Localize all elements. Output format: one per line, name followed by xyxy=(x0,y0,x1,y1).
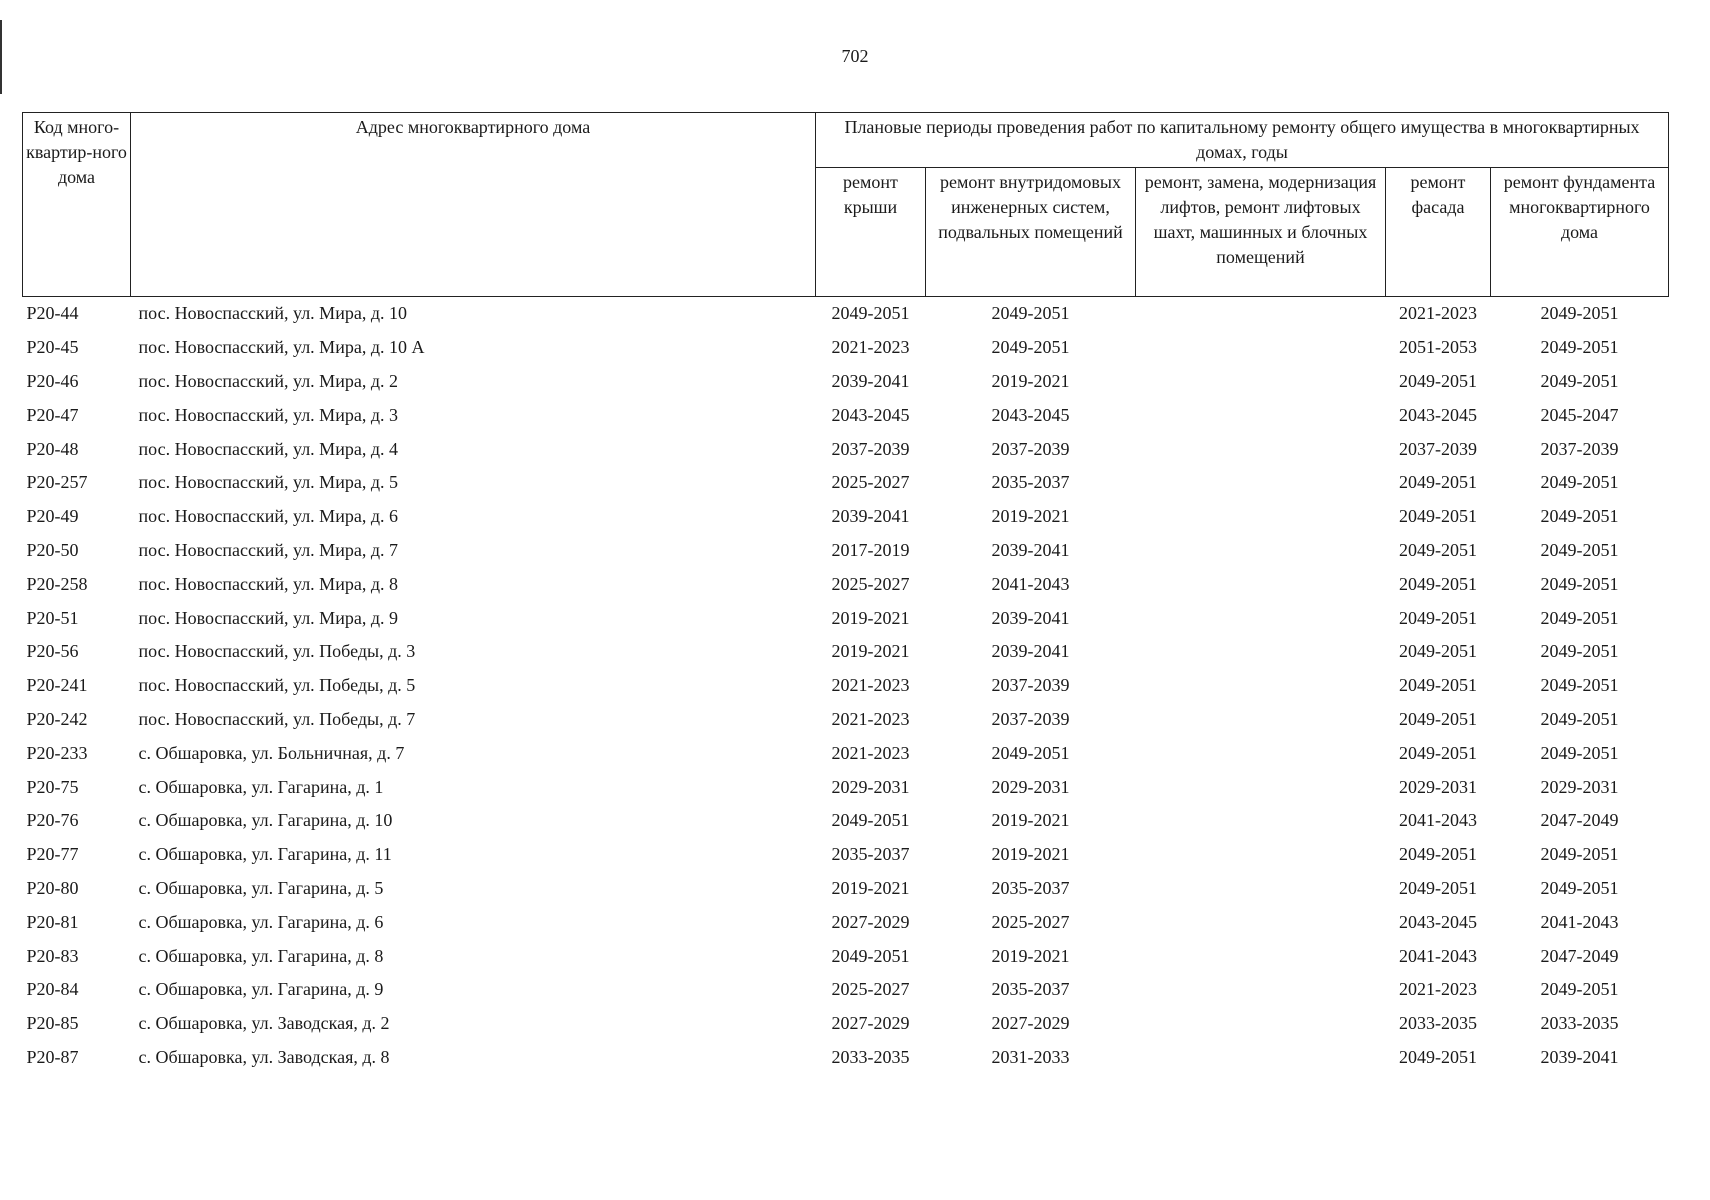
cell-lifts xyxy=(1136,601,1386,635)
cell-lifts xyxy=(1136,331,1386,365)
capital-repair-schedule-table xyxy=(22,112,1669,1074)
cell-roof: 2037-2039 xyxy=(831,438,910,459)
cell-lifts xyxy=(1136,466,1386,500)
table-row xyxy=(23,736,1669,770)
cell-code: Р20-257 xyxy=(26,472,88,493)
cell-foundation: 2039-2041 xyxy=(1540,1046,1619,1067)
cell-lifts xyxy=(1136,770,1386,804)
cell-facade: 2049-2051 xyxy=(1399,641,1477,662)
header-foundation: ремонт фундамента многоквартирного дома xyxy=(1491,168,1669,297)
cell-foundation: 2049-2051 xyxy=(1540,641,1619,662)
cell-systems: 2035-2037 xyxy=(991,472,1070,493)
cell-lifts xyxy=(1136,500,1386,534)
cell-roof: 2049-2051 xyxy=(831,810,910,831)
cell-facade: 2051-2053 xyxy=(1399,337,1477,358)
cell-code: Р20-85 xyxy=(26,1013,79,1034)
table-row xyxy=(23,601,1669,635)
cell-roof: 2029-2031 xyxy=(831,776,910,797)
cell-address: с. Обшаровка, ул. Гагарина, д. 11 xyxy=(138,844,392,865)
cell-roof: 2049-2051 xyxy=(831,945,910,966)
cell-lifts xyxy=(1136,1041,1386,1075)
cell-facade: 2049-2051 xyxy=(1399,844,1477,865)
header-address: Адрес многоквартирного дома xyxy=(131,113,816,297)
table-row xyxy=(23,297,1669,331)
cell-lifts xyxy=(1136,398,1386,432)
table-header xyxy=(23,113,1669,297)
cell-code: Р20-48 xyxy=(26,438,79,459)
cell-systems: 2041-2043 xyxy=(991,573,1070,594)
table-row xyxy=(23,534,1669,568)
cell-code: Р20-87 xyxy=(26,1046,79,1067)
cell-foundation: 2029-2031 xyxy=(1540,776,1619,797)
cell-systems: 2049-2051 xyxy=(991,303,1070,324)
cell-code: Р20-49 xyxy=(26,506,79,527)
table-row xyxy=(23,973,1669,1007)
table-row xyxy=(23,905,1669,939)
cell-systems: 2049-2051 xyxy=(991,337,1070,358)
cell-roof: 2039-2041 xyxy=(831,506,910,527)
table-row xyxy=(23,703,1669,737)
cell-foundation: 2041-2043 xyxy=(1540,911,1619,932)
cell-code: Р20-80 xyxy=(26,877,79,898)
cell-systems: 2019-2021 xyxy=(991,810,1070,831)
table-row xyxy=(23,635,1669,669)
cell-foundation: 2049-2051 xyxy=(1540,844,1619,865)
cell-systems: 2027-2029 xyxy=(991,1013,1070,1034)
cell-lifts xyxy=(1136,905,1386,939)
cell-facade: 2043-2045 xyxy=(1399,404,1477,425)
cell-facade: 2049-2051 xyxy=(1399,472,1477,493)
cell-roof: 2021-2023 xyxy=(831,708,910,729)
cell-facade: 2049-2051 xyxy=(1399,573,1477,594)
cell-systems: 2039-2041 xyxy=(991,607,1070,628)
table-row xyxy=(23,466,1669,500)
cell-systems: 2037-2039 xyxy=(991,708,1070,729)
cell-roof: 2021-2023 xyxy=(831,337,910,358)
table-row xyxy=(23,939,1669,973)
cell-address: с. Обшаровка, ул. Гагарина, д. 5 xyxy=(138,877,384,898)
table-row xyxy=(23,567,1669,601)
header-systems: ремонт внутридомовых инженерных систем, подвальных помещений xyxy=(926,168,1136,297)
cell-lifts xyxy=(1136,1007,1386,1041)
cell-lifts xyxy=(1136,838,1386,872)
cell-lifts xyxy=(1136,432,1386,466)
cell-roof: 2027-2029 xyxy=(831,1013,910,1034)
cell-address: пос. Новоспасский, ул. Мира, д. 7 xyxy=(138,539,398,560)
cell-foundation: 2049-2051 xyxy=(1540,337,1619,358)
cell-lifts xyxy=(1136,297,1386,331)
cell-facade: 2033-2035 xyxy=(1399,1013,1477,1034)
cell-roof: 2035-2037 xyxy=(831,844,910,865)
cell-foundation: 2049-2051 xyxy=(1540,708,1619,729)
cell-facade: 2041-2043 xyxy=(1399,810,1477,831)
cell-roof: 2021-2023 xyxy=(831,675,910,696)
cell-foundation: 2033-2035 xyxy=(1540,1013,1619,1034)
cell-lifts xyxy=(1136,703,1386,737)
cell-roof: 2049-2051 xyxy=(831,303,910,324)
cell-address: пос. Новоспасский, ул. Победы, д. 5 xyxy=(138,675,416,696)
cell-facade: 2037-2039 xyxy=(1399,438,1477,459)
cell-facade: 2021-2023 xyxy=(1399,979,1477,1000)
cell-systems: 2049-2051 xyxy=(991,742,1070,763)
cell-code: Р20-47 xyxy=(26,404,79,425)
cell-roof: 2039-2041 xyxy=(831,370,910,391)
cell-address: с. Обшаровка, ул. Гагарина, д. 10 xyxy=(138,810,393,831)
table-row xyxy=(23,432,1669,466)
cell-foundation: 2049-2051 xyxy=(1540,303,1619,324)
cell-lifts xyxy=(1136,534,1386,568)
cell-lifts xyxy=(1136,804,1386,838)
cell-roof: 2021-2023 xyxy=(831,742,910,763)
table-row xyxy=(23,1007,1669,1041)
cell-facade: 2049-2051 xyxy=(1399,539,1477,560)
cell-roof: 2025-2027 xyxy=(831,573,910,594)
cell-address: пос. Новоспасский, ул. Мира, д. 3 xyxy=(138,404,398,425)
cell-code: Р20-258 xyxy=(26,573,88,594)
table-row xyxy=(23,500,1669,534)
cell-address: с. Обшаровка, ул. Гагарина, д. 8 xyxy=(138,945,384,966)
cell-systems: 2031-2033 xyxy=(991,1046,1070,1067)
cell-facade: 2021-2023 xyxy=(1399,303,1477,324)
table-row xyxy=(23,770,1669,804)
cell-lifts xyxy=(1136,669,1386,703)
cell-address: пос. Новоспасский, ул. Мира, д. 10 А xyxy=(138,337,425,358)
cell-address: с. Обшаровка, ул. Заводская, д. 8 xyxy=(138,1046,390,1067)
cell-code: Р20-51 xyxy=(26,607,79,628)
cell-address: пос. Новоспасский, ул. Мира, д. 9 xyxy=(138,607,398,628)
cell-lifts xyxy=(1136,872,1386,906)
cell-systems: 2035-2037 xyxy=(991,979,1070,1000)
cell-foundation: 2049-2051 xyxy=(1540,979,1619,1000)
cell-foundation: 2047-2049 xyxy=(1540,810,1619,831)
cell-facade: 2049-2051 xyxy=(1399,675,1477,696)
cell-code: Р20-44 xyxy=(26,303,79,324)
cell-foundation: 2049-2051 xyxy=(1540,539,1619,560)
cell-foundation: 2037-2039 xyxy=(1540,438,1619,459)
table-row xyxy=(23,398,1669,432)
cell-code: Р20-242 xyxy=(26,708,88,729)
table-row xyxy=(23,838,1669,872)
cell-roof: 2033-2035 xyxy=(831,1046,910,1067)
header-lifts: ремонт, замена, модернизация лифтов, ремонт лифтовых шахт, машинных и блочных помещений xyxy=(1136,168,1386,297)
cell-roof: 2043-2045 xyxy=(831,404,910,425)
cell-address: с. Обшаровка, ул. Больничная, д. 7 xyxy=(138,742,405,763)
table-row xyxy=(23,804,1669,838)
cell-lifts xyxy=(1136,567,1386,601)
cell-address: пос. Новоспасский, ул. Победы, д. 7 xyxy=(138,708,416,729)
cell-lifts xyxy=(1136,973,1386,1007)
cell-code: Р20-241 xyxy=(26,675,88,696)
cell-systems: 2037-2039 xyxy=(991,438,1070,459)
cell-code: Р20-50 xyxy=(26,539,79,560)
cell-code: Р20-81 xyxy=(26,911,79,932)
cell-code: Р20-77 xyxy=(26,844,79,865)
table-row xyxy=(23,1041,1669,1075)
cell-roof: 2019-2021 xyxy=(831,607,910,628)
cell-systems: 2025-2027 xyxy=(991,911,1070,932)
cell-address: пос. Новоспасский, ул. Мира, д. 4 xyxy=(138,438,398,459)
cell-foundation: 2049-2051 xyxy=(1540,675,1619,696)
cell-facade: 2049-2051 xyxy=(1399,1046,1477,1067)
cell-systems: 2043-2045 xyxy=(991,404,1070,425)
page-number: 702 xyxy=(841,46,869,66)
cell-foundation: 2049-2051 xyxy=(1540,573,1619,594)
header-roof: ремонт крыши xyxy=(816,168,926,297)
cell-systems: 2019-2021 xyxy=(991,945,1070,966)
cell-roof: 2025-2027 xyxy=(831,472,910,493)
cell-facade: 2041-2043 xyxy=(1399,945,1477,966)
cell-facade: 2049-2051 xyxy=(1399,607,1477,628)
cell-foundation: 2049-2051 xyxy=(1540,370,1619,391)
cell-facade: 2049-2051 xyxy=(1399,742,1477,763)
table-body xyxy=(23,297,1669,1075)
cell-systems: 2019-2021 xyxy=(991,370,1070,391)
cell-systems: 2019-2021 xyxy=(991,844,1070,865)
cell-systems: 2019-2021 xyxy=(991,506,1070,527)
cell-lifts xyxy=(1136,365,1386,399)
cell-systems: 2039-2041 xyxy=(991,641,1070,662)
cell-address: с. Обшаровка, ул. Гагарина, д. 1 xyxy=(138,776,384,797)
table-row xyxy=(23,365,1669,399)
cell-address: с. Обшаровка, ул. Гагарина, д. 6 xyxy=(138,911,384,932)
cell-address: с. Обшаровка, ул. Заводская, д. 2 xyxy=(138,1013,390,1034)
cell-code: Р20-76 xyxy=(26,810,79,831)
cell-lifts xyxy=(1136,736,1386,770)
cell-address: пос. Новоспасский, ул. Победы, д. 3 xyxy=(138,641,416,662)
cell-foundation: 2049-2051 xyxy=(1540,607,1619,628)
cell-roof: 2019-2021 xyxy=(831,877,910,898)
cell-systems: 2035-2037 xyxy=(991,877,1070,898)
cell-code: Р20-56 xyxy=(26,641,79,662)
cell-roof: 2027-2029 xyxy=(831,911,910,932)
cell-facade: 2049-2051 xyxy=(1399,506,1477,527)
cell-address: пос. Новоспасский, ул. Мира, д. 10 xyxy=(138,303,407,324)
cell-facade: 2043-2045 xyxy=(1399,911,1477,932)
cell-code: Р20-46 xyxy=(26,370,79,391)
cell-address: пос. Новоспасский, ул. Мира, д. 6 xyxy=(138,506,398,527)
cell-code: Р20-45 xyxy=(26,337,79,358)
header-code: Код много-квартир-ного дома xyxy=(23,113,131,297)
cell-code: Р20-233 xyxy=(26,742,88,763)
cell-address: пос. Новоспасский, ул. Мира, д. 8 xyxy=(138,573,398,594)
cell-lifts xyxy=(1136,939,1386,973)
table-row xyxy=(23,872,1669,906)
cell-address: пос. Новоспасский, ул. Мира, д. 2 xyxy=(138,370,398,391)
cell-foundation: 2047-2049 xyxy=(1540,945,1619,966)
cell-code: Р20-83 xyxy=(26,945,79,966)
cell-systems: 2029-2031 xyxy=(991,776,1070,797)
cell-foundation: 2049-2051 xyxy=(1540,506,1619,527)
cell-facade: 2049-2051 xyxy=(1399,370,1477,391)
cell-roof: 2017-2019 xyxy=(831,539,910,560)
cell-facade: 2029-2031 xyxy=(1399,776,1477,797)
cell-code: Р20-75 xyxy=(26,776,79,797)
cell-roof: 2025-2027 xyxy=(831,979,910,1000)
cell-foundation: 2049-2051 xyxy=(1540,472,1619,493)
table-row xyxy=(23,331,1669,365)
header-periods: Плановые периоды проведения работ по капитальному ремонту общего имущества в многоквартирных домах, годы xyxy=(816,113,1669,168)
cell-facade: 2049-2051 xyxy=(1399,877,1477,898)
cell-address: с. Обшаровка, ул. Гагарина, д. 9 xyxy=(138,979,384,1000)
cell-facade: 2049-2051 xyxy=(1399,708,1477,729)
cell-code: Р20-84 xyxy=(26,979,79,1000)
cell-roof: 2019-2021 xyxy=(831,641,910,662)
cell-lifts xyxy=(1136,635,1386,669)
cell-systems: 2037-2039 xyxy=(991,675,1070,696)
table-row xyxy=(23,669,1669,703)
cell-address: пос. Новоспасский, ул. Мира, д. 5 xyxy=(138,472,398,493)
header-facade: ремонт фасада xyxy=(1386,168,1491,297)
cell-foundation: 2049-2051 xyxy=(1540,877,1619,898)
cell-foundation: 2049-2051 xyxy=(1540,742,1619,763)
cell-foundation: 2045-2047 xyxy=(1540,404,1619,425)
cell-systems: 2039-2041 xyxy=(991,539,1070,560)
